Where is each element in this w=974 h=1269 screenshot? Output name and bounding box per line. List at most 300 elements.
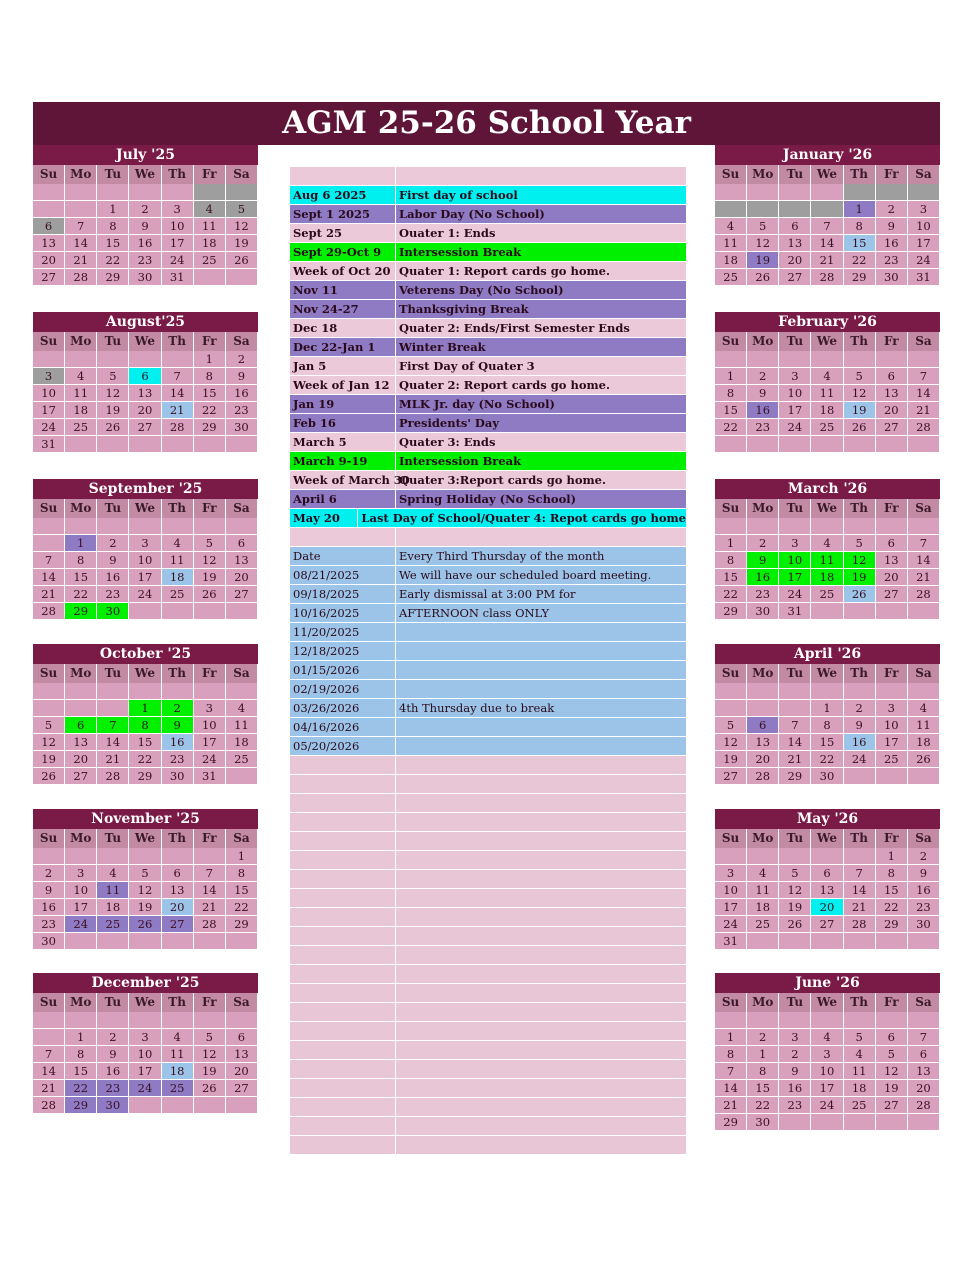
day-cell: 10 [908, 218, 940, 235]
week-row [33, 419, 258, 436]
week-row [33, 916, 258, 933]
day-cell: 11 [194, 218, 226, 235]
day-cell: 22 [715, 586, 747, 603]
day-cell [876, 933, 908, 950]
page-title: AGM 25-26 School Year [33, 102, 940, 145]
day-cell [194, 184, 226, 201]
day-cell: 6 [226, 1029, 258, 1046]
empty-cell [290, 775, 396, 793]
day-cell: 17 [162, 235, 194, 252]
day-cell: 24 [33, 419, 65, 436]
day-cell: 28 [194, 916, 226, 933]
day-cell: 15 [65, 1063, 97, 1080]
weekday-label: Su [33, 664, 65, 683]
day-cell [715, 848, 747, 865]
day-cell: 14 [162, 385, 194, 402]
day-cell: 11 [65, 385, 97, 402]
empty-row [290, 870, 686, 889]
event-row [290, 737, 686, 756]
day-cell [779, 436, 811, 453]
weekday-label: Th [844, 664, 876, 683]
day-cell: 7 [33, 1046, 65, 1063]
empty-row [290, 1079, 686, 1098]
day-cell [876, 436, 908, 453]
empty-row [290, 851, 686, 870]
day-cell [226, 603, 258, 620]
day-cell: 14 [715, 1080, 747, 1097]
day-cell: 2 [844, 700, 876, 717]
day-cell: 15 [715, 402, 747, 419]
day-cell: 31 [194, 768, 226, 785]
day-cell [97, 436, 129, 453]
weekday-header [715, 332, 940, 351]
day-cell: 1 [226, 848, 258, 865]
day-cell: 12 [747, 235, 779, 252]
weekday-header [715, 829, 940, 848]
day-cell: 3 [908, 201, 940, 218]
day-cell: 14 [908, 385, 940, 402]
day-cell: 13 [33, 235, 65, 252]
empty-cell [396, 794, 686, 812]
day-cell: 26 [747, 269, 779, 286]
weekday-label: Tu [97, 993, 129, 1012]
weekday-label: Th [162, 829, 194, 848]
day-cell: 28 [65, 269, 97, 286]
day-cell: 3 [779, 535, 811, 552]
week-row [33, 751, 258, 768]
day-cell: 24 [844, 751, 876, 768]
week-row [33, 269, 258, 286]
day-cell [747, 700, 779, 717]
day-cell: 14 [811, 235, 843, 252]
week-row [33, 700, 258, 717]
day-cell [33, 535, 65, 552]
day-cell: 18 [162, 569, 194, 586]
day-cell: 27 [811, 916, 843, 933]
day-cell: 22 [715, 419, 747, 436]
empty-row [290, 889, 686, 908]
event-date: Dec 18 [290, 319, 396, 337]
day-cell: 12 [97, 385, 129, 402]
empty-row [290, 1022, 686, 1041]
day-cell: 30 [747, 603, 779, 620]
weekday-label: Fr [194, 829, 226, 848]
day-cell [908, 436, 940, 453]
day-cell: 25 [811, 586, 843, 603]
day-cell: 23 [876, 252, 908, 269]
event-description: Ouater 1: Ends [399, 226, 496, 240]
event-date: 01/15/2026 [290, 661, 396, 679]
day-cell [97, 848, 129, 865]
event-row [290, 376, 686, 395]
day-cell: 4 [162, 1029, 194, 1046]
day-cell: 18 [226, 734, 258, 751]
event-row [290, 205, 686, 224]
week-row [715, 882, 940, 899]
event-description [396, 642, 686, 660]
event-description: Winter Break [399, 340, 486, 354]
day-cell [226, 1012, 258, 1029]
week-row [715, 1012, 940, 1029]
week-row [715, 436, 940, 453]
day-cell: 14 [844, 882, 876, 899]
day-cell: 25 [65, 419, 97, 436]
day-cell: 8 [844, 218, 876, 235]
day-cell: 19 [194, 1063, 226, 1080]
day-cell [747, 184, 779, 201]
day-cell [97, 1012, 129, 1029]
day-cell: 23 [33, 916, 65, 933]
day-cell [129, 603, 161, 620]
weekday-header [33, 165, 258, 184]
weekday-label: Mo [65, 165, 97, 184]
empty-row [290, 775, 686, 794]
weekday-label: We [811, 664, 843, 683]
day-cell [226, 269, 258, 286]
day-cell: 6 [811, 865, 843, 882]
event-description [396, 680, 686, 698]
empty-cell [290, 1003, 396, 1021]
day-cell: 19 [715, 751, 747, 768]
weekday-header [33, 993, 258, 1012]
event-description: Thanksgiving Break [399, 302, 529, 316]
day-cell: 25 [876, 751, 908, 768]
weekday-label: Mo [65, 332, 97, 351]
day-cell: 13 [226, 1046, 258, 1063]
day-cell: 10 [779, 552, 811, 569]
event-date: 11/20/2025 [290, 623, 396, 641]
day-cell: 8 [715, 552, 747, 569]
day-cell: 16 [97, 569, 129, 586]
event-row [290, 243, 686, 262]
week-row [33, 768, 258, 785]
weekday-header [33, 664, 258, 683]
month-calendar [715, 312, 940, 453]
weekday-label: Sa [908, 332, 940, 351]
month-calendar [715, 479, 940, 620]
week-row [33, 848, 258, 865]
empty-cell [396, 1041, 686, 1059]
day-cell [162, 184, 194, 201]
week-row [715, 1080, 940, 1097]
event-description: MLK Jr. day (No School) [399, 397, 555, 411]
empty-row [290, 794, 686, 813]
day-cell: 12 [129, 882, 161, 899]
week-row [33, 734, 258, 751]
weekday-label: Th [162, 165, 194, 184]
day-cell: 15 [226, 882, 258, 899]
empty-cell [396, 1022, 686, 1040]
day-cell: 26 [194, 1080, 226, 1097]
day-cell: 14 [33, 569, 65, 586]
day-cell [162, 1097, 194, 1114]
day-cell: 2 [747, 1029, 779, 1046]
day-cell: 14 [779, 734, 811, 751]
month-title: August'25 [33, 312, 258, 332]
day-cell: 1 [65, 535, 97, 552]
day-cell: 29 [194, 419, 226, 436]
day-cell [65, 201, 97, 218]
event-date: March 5 [290, 433, 396, 451]
day-cell [33, 351, 65, 368]
day-cell [129, 683, 161, 700]
weekday-label: Su [33, 332, 65, 351]
day-cell [876, 351, 908, 368]
day-cell: 31 [908, 269, 940, 286]
day-cell: 1 [811, 700, 843, 717]
day-cell: 17 [811, 1080, 843, 1097]
day-cell: 20 [811, 899, 843, 916]
week-row [33, 569, 258, 586]
day-cell: 10 [715, 882, 747, 899]
day-cell: 15 [194, 385, 226, 402]
day-cell: 7 [715, 1063, 747, 1080]
day-cell [97, 184, 129, 201]
event-description [396, 661, 686, 679]
day-cell [908, 768, 940, 785]
weekday-label: Th [844, 332, 876, 351]
day-cell [97, 700, 129, 717]
empty-cell [290, 965, 396, 983]
empty-cell [290, 889, 396, 907]
day-cell: 17 [779, 402, 811, 419]
weekday-label: Sa [908, 499, 940, 518]
day-cell: 26 [129, 916, 161, 933]
weekday-label: Tu [779, 829, 811, 848]
weekday-label: We [129, 664, 161, 683]
event-row [290, 471, 686, 490]
day-cell [194, 436, 226, 453]
day-cell: 16 [747, 569, 779, 586]
day-cell: 5 [129, 865, 161, 882]
day-cell: 16 [779, 1080, 811, 1097]
day-cell: 20 [226, 1063, 258, 1080]
day-cell: 29 [715, 603, 747, 620]
weekday-header [33, 829, 258, 848]
day-cell: 9 [908, 865, 940, 882]
day-cell: 17 [715, 899, 747, 916]
day-cell: 15 [715, 569, 747, 586]
day-cell: 19 [844, 402, 876, 419]
weekday-label: Th [162, 499, 194, 518]
day-cell: 24 [162, 252, 194, 269]
day-cell: 30 [97, 1097, 129, 1114]
week-row [715, 848, 940, 865]
week-row [715, 552, 940, 569]
day-cell: 22 [226, 899, 258, 916]
day-cell [844, 184, 876, 201]
day-cell: 4 [844, 1046, 876, 1063]
empty-cell [290, 1079, 396, 1097]
day-cell: 25 [162, 586, 194, 603]
day-cell: 13 [129, 385, 161, 402]
day-cell [811, 436, 843, 453]
day-cell [844, 683, 876, 700]
event-description: 4th Thursday due to break [399, 701, 555, 715]
day-cell: 6 [908, 1046, 940, 1063]
day-cell: 22 [811, 751, 843, 768]
day-cell [747, 201, 779, 218]
event-date [290, 167, 396, 185]
weekday-label: Th [844, 165, 876, 184]
day-cell: 4 [811, 535, 843, 552]
empty-row [290, 1117, 686, 1136]
day-cell: 3 [876, 700, 908, 717]
day-cell: 30 [162, 768, 194, 785]
day-cell [129, 933, 161, 950]
day-cell: 1 [97, 201, 129, 218]
month-calendar [33, 644, 258, 785]
day-cell [194, 848, 226, 865]
event-row [290, 281, 686, 300]
event-date: 10/16/2025 [290, 604, 396, 622]
day-cell: 15 [876, 882, 908, 899]
day-cell [779, 848, 811, 865]
week-row [715, 402, 940, 419]
event-date: Week of Jan 12 [290, 376, 396, 394]
empty-cell [290, 832, 396, 850]
day-cell: 25 [811, 419, 843, 436]
event-description: Every Third Thursday of the month [399, 549, 605, 563]
day-cell [33, 683, 65, 700]
event-description [396, 528, 686, 546]
event-date: Nov 24-27 [290, 300, 396, 318]
day-cell: 2 [97, 1029, 129, 1046]
week-row [33, 385, 258, 402]
month-calendar [33, 973, 258, 1114]
weekday-label: Th [844, 829, 876, 848]
weekday-label: Fr [876, 499, 908, 518]
weekday-label: Th [162, 332, 194, 351]
weekday-label: We [129, 499, 161, 518]
day-cell: 6 [779, 218, 811, 235]
event-date: 05/20/2026 [290, 737, 396, 755]
day-cell: 29 [715, 1114, 747, 1131]
day-cell: 5 [97, 368, 129, 385]
day-cell: 9 [226, 368, 258, 385]
empty-row [290, 946, 686, 965]
event-date: Sept 29-Oct 9 [290, 243, 396, 261]
day-cell [65, 1012, 97, 1029]
day-cell: 24 [908, 252, 940, 269]
day-cell: 5 [194, 535, 226, 552]
weekday-label: We [811, 829, 843, 848]
event-date: 12/18/2025 [290, 642, 396, 660]
day-cell: 24 [194, 751, 226, 768]
empty-cell [290, 756, 396, 774]
day-cell: 28 [162, 419, 194, 436]
day-cell [747, 1012, 779, 1029]
day-cell: 13 [226, 552, 258, 569]
day-cell [747, 848, 779, 865]
day-cell: 19 [97, 402, 129, 419]
event-row [290, 300, 686, 319]
weekday-label: Mo [747, 664, 779, 683]
day-cell: 31 [779, 603, 811, 620]
day-cell: 29 [779, 768, 811, 785]
empty-cell [396, 889, 686, 907]
weekday-label: Fr [876, 829, 908, 848]
day-cell: 11 [844, 1063, 876, 1080]
empty-cell [290, 1041, 396, 1059]
day-cell: 22 [97, 252, 129, 269]
day-cell: 9 [97, 1046, 129, 1063]
event-description [396, 737, 686, 755]
day-cell: 26 [908, 751, 940, 768]
event-date [290, 528, 396, 546]
day-cell: 11 [162, 552, 194, 569]
empty-row [290, 756, 686, 775]
day-cell: 23 [162, 751, 194, 768]
day-cell [226, 436, 258, 453]
day-cell: 5 [844, 535, 876, 552]
day-cell: 20 [876, 569, 908, 586]
day-cell [129, 1012, 161, 1029]
week-row [715, 700, 940, 717]
day-cell [162, 1012, 194, 1029]
day-cell: 29 [876, 916, 908, 933]
day-cell: 13 [162, 882, 194, 899]
day-cell: 8 [65, 552, 97, 569]
day-cell: 25 [747, 916, 779, 933]
day-cell: 16 [876, 235, 908, 252]
day-cell [779, 683, 811, 700]
day-cell: 1 [747, 1046, 779, 1063]
weekday-label: We [811, 165, 843, 184]
day-cell: 28 [908, 586, 940, 603]
day-cell: 27 [226, 1080, 258, 1097]
month-title: November '25 [33, 809, 258, 829]
weekday-label: Tu [779, 993, 811, 1012]
weekday-label: Sa [226, 499, 258, 518]
week-row [715, 751, 940, 768]
day-cell: 15 [844, 235, 876, 252]
day-cell [844, 1114, 876, 1131]
weekday-label: Sa [226, 165, 258, 184]
day-cell: 24 [779, 586, 811, 603]
day-cell: 23 [908, 899, 940, 916]
event-date: Date [290, 547, 396, 565]
event-row [290, 509, 686, 528]
day-cell [33, 201, 65, 218]
day-cell: 12 [226, 218, 258, 235]
weekday-label: Fr [876, 332, 908, 351]
empty-cell [290, 813, 396, 831]
day-cell: 29 [844, 269, 876, 286]
day-cell: 18 [747, 899, 779, 916]
day-cell [162, 603, 194, 620]
month-title: May '26 [715, 809, 940, 829]
day-cell [876, 683, 908, 700]
day-cell [844, 436, 876, 453]
day-cell [811, 201, 843, 218]
day-cell: 29 [97, 269, 129, 286]
week-row [715, 734, 940, 751]
weekday-header [33, 499, 258, 518]
day-cell: 30 [33, 933, 65, 950]
week-row [715, 201, 940, 218]
day-cell: 5 [194, 1029, 226, 1046]
event-row [290, 547, 686, 566]
day-cell [747, 436, 779, 453]
day-cell: 1 [715, 368, 747, 385]
empty-cell [290, 794, 396, 812]
day-cell: 18 [194, 235, 226, 252]
day-cell: 4 [65, 368, 97, 385]
week-row [715, 368, 940, 385]
empty-row [290, 1098, 686, 1117]
day-cell [65, 683, 97, 700]
